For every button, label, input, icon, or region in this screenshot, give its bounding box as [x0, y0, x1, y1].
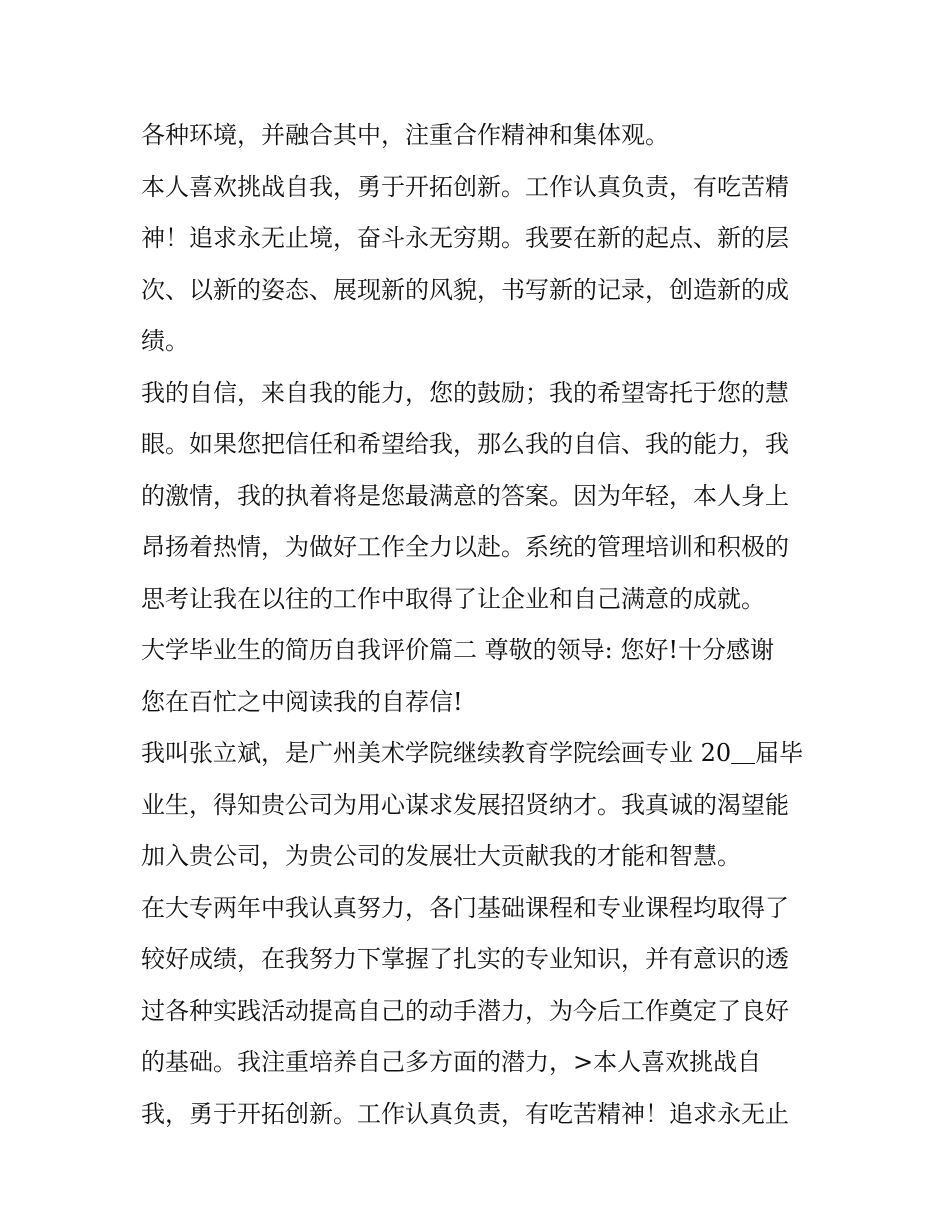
- text-line: 本人喜欢挑战自我，勇于开拓创新。工作认真负责，有吃苦精: [141, 172, 789, 201]
- text-line: 的基础。我注重培养自己多方面的潜力，>本人喜欢挑战自: [141, 1048, 762, 1076]
- text-line: 过各种实践活动提高自己的动手潜力，为今后工作奠定了良好: [141, 996, 789, 1025]
- text-line: 思考让我在以往的工作中取得了让企业和自己满意的成就。: [141, 584, 765, 613]
- text-line: 绩。: [141, 327, 189, 355]
- text-line: 神！追求永无止境，奋斗永无穷期。我要在新的起点、新的层: [141, 224, 789, 252]
- text-line: 您在百忙之中阅读我的自荐信!: [141, 687, 463, 716]
- text-line: 较好成绩，在我努力下掌握了扎实的专业知识，并有意识的透: [141, 945, 789, 973]
- text-line: 的激情，我的执着将是您最满意的答案。因为年轻，本人身上: [141, 481, 789, 510]
- text-line: 我，勇于开拓创新。工作认真负责，有吃苦精神！追求永无止: [141, 1099, 789, 1128]
- text-line: 在大专两年中我认真努力，各门基础课程和专业课程均取得了: [141, 893, 789, 922]
- text-line: 我的自信，来自我的能力，您的鼓励；我的希望寄托于您的慧: [141, 378, 789, 407]
- text-line: 加入贵公司，为贵公司的发展壮大贡献我的才能和智慧。: [141, 842, 741, 870]
- document-body: [141, 110, 821, 1140]
- text-line: 昂扬着热情，为做好工作全力以赴。系统的管理培训和积极的: [141, 533, 789, 561]
- text-line: 我叫张立斌，是广州美术学院继续教育学院绘画专业 20＿届毕: [141, 739, 804, 767]
- text-line: 眼。如果您把信任和希望给我，那么我的自信、我的能力，我: [141, 430, 789, 458]
- section-heading-line: 大学毕业生的简历自我评价篇二 尊敬的领导: 您好!十分感谢: [141, 636, 774, 664]
- text-line: 次、以新的姿态、展现新的风貌，书写新的记录，创造新的成: [141, 275, 789, 304]
- text-line: 各种环境，并融合其中，注重合作精神和集体观。: [141, 121, 669, 149]
- text-line: 业生，得知贵公司为用心谋求发展招贤纳才。我真诚的渴望能: [141, 790, 789, 819]
